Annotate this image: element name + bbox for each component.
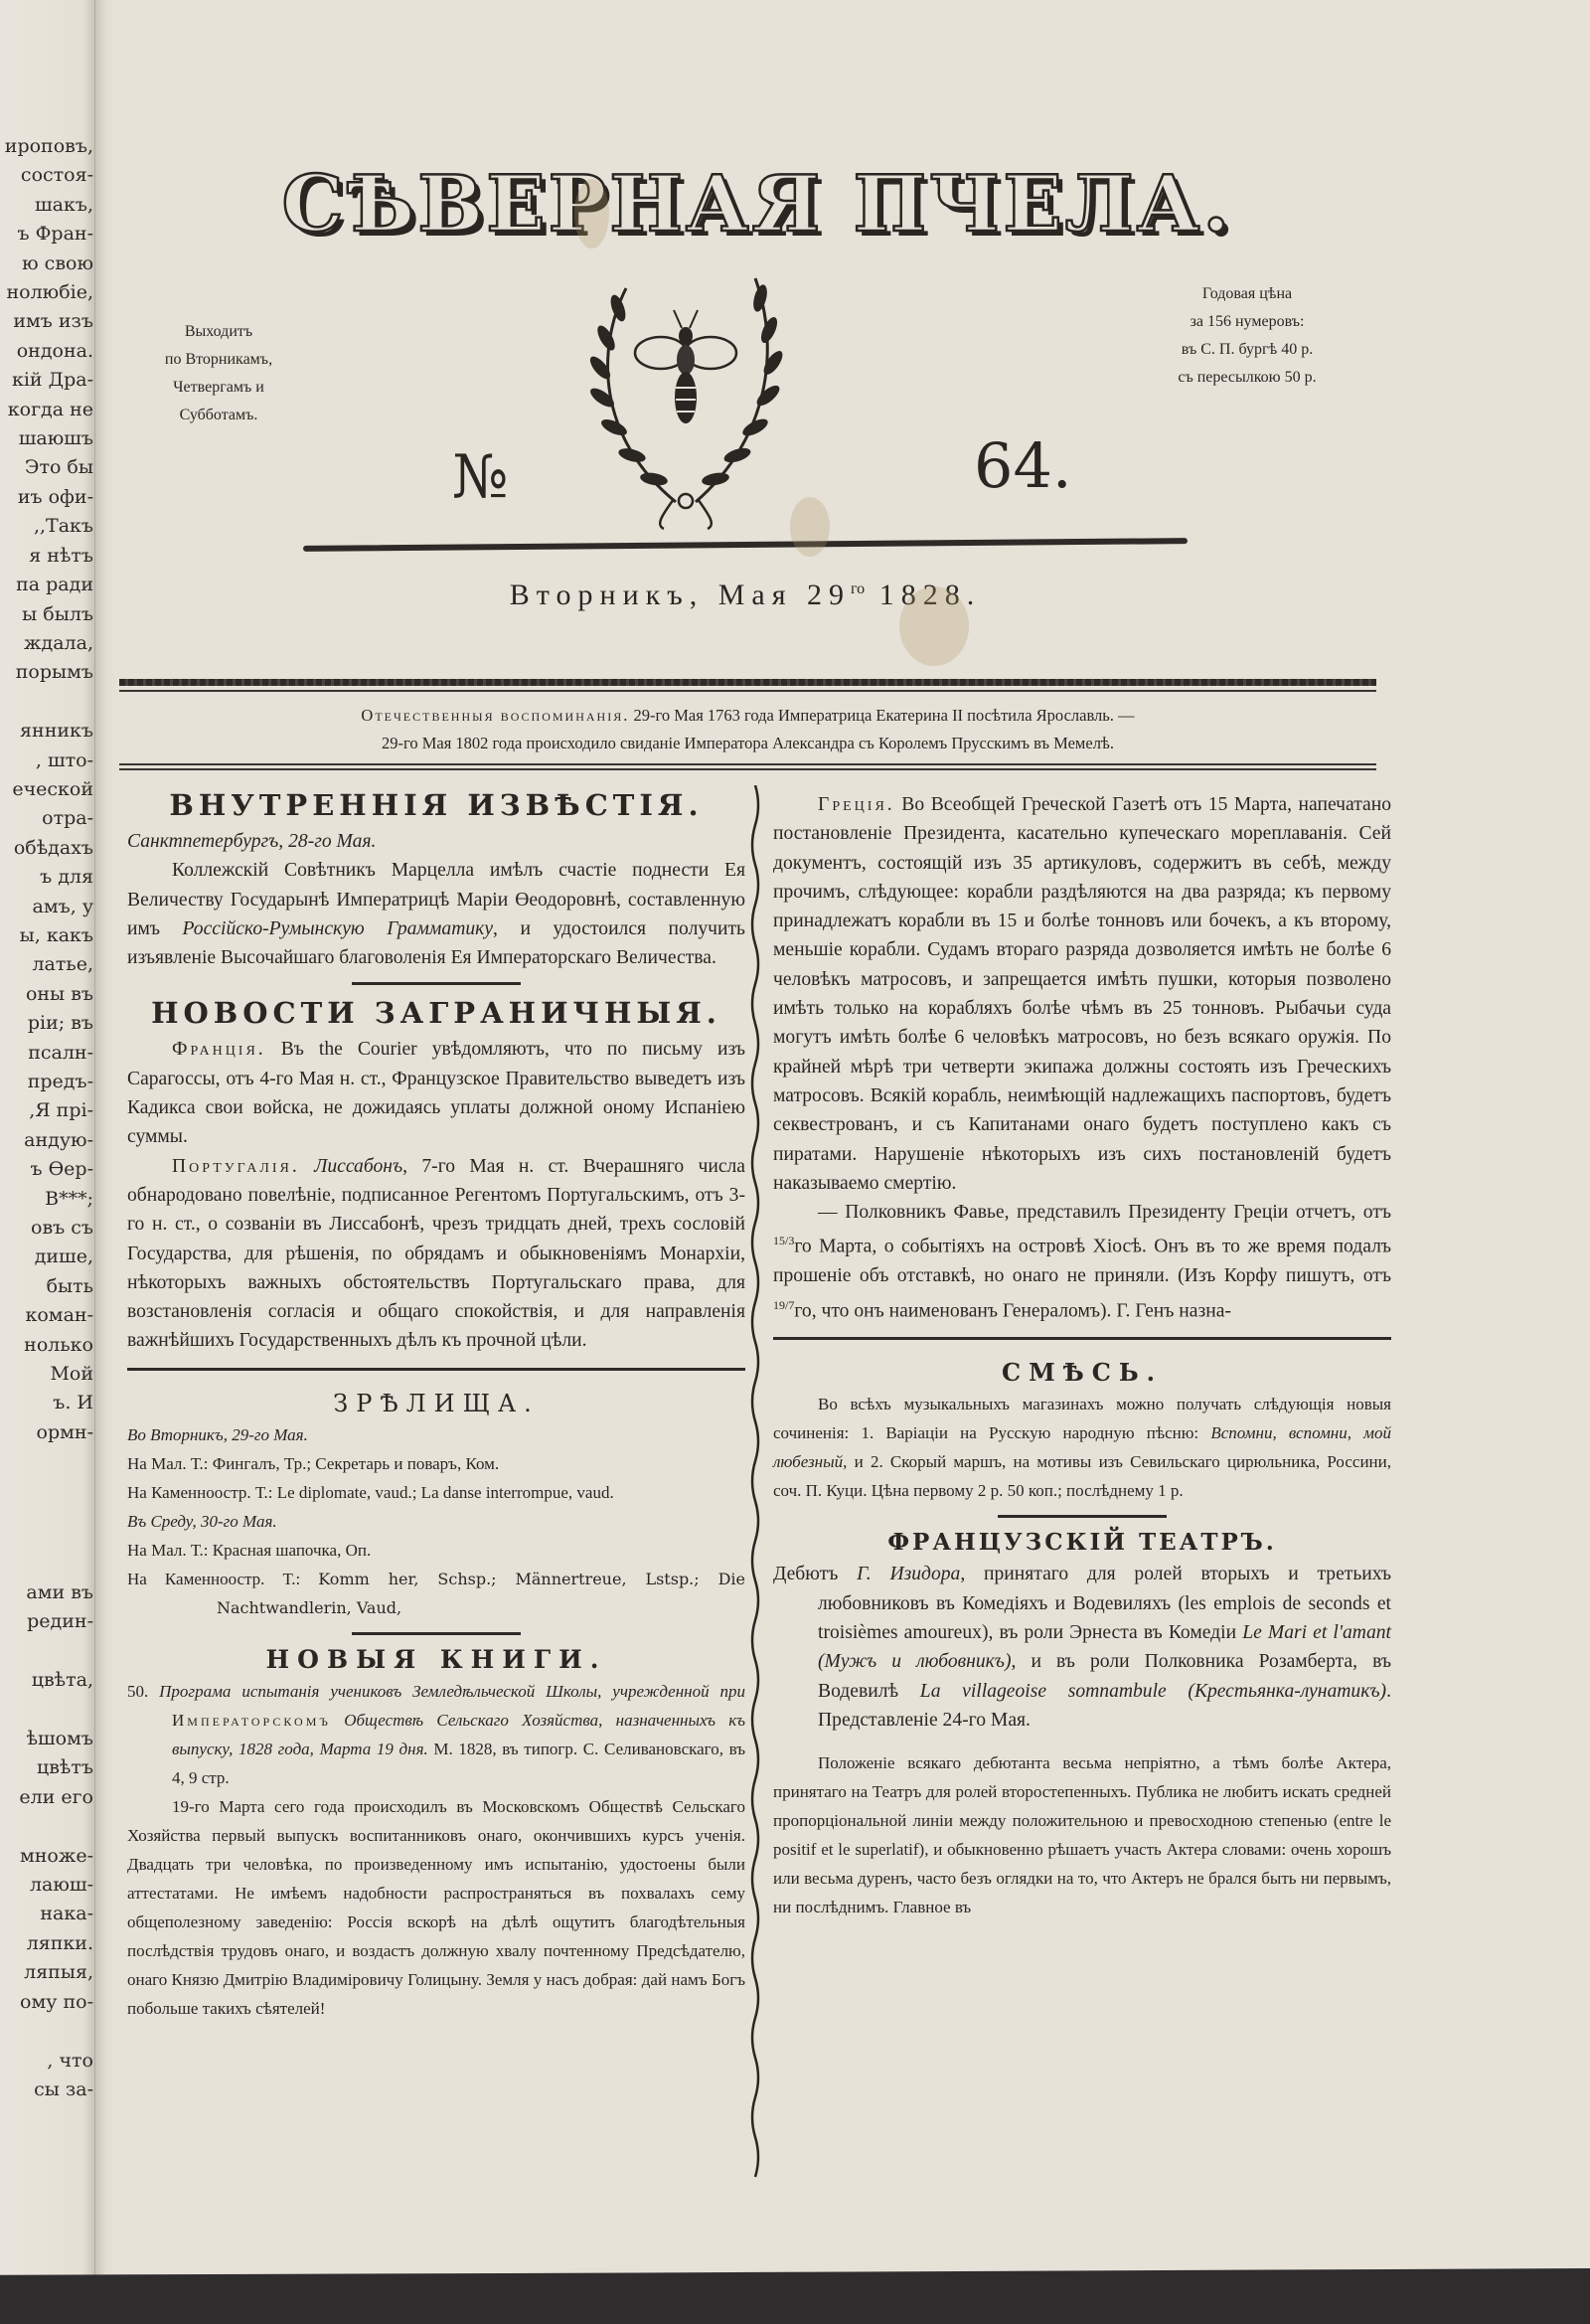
article-text: Коллежскій Совѣтникъ Марцелла имѣлъ счастіе поднести Ея Величеству Государынѣ Императрицѣ Маріи Өеодоровнѣ, составленную имъ Россійско-Румынскую Грамматику, и удостоился получить изъявленіе Высочайшаго благоволенія Ея Императорскаго Величества. <box>127 860 745 969</box>
spectacles: ЗРѢЛИЩА. Во Вторникъ, 29-го Мая. На Мал. Т.: Фингалъ, Тр.; Секретарь и поваръ, Ком. На Каменноостр. Т.: Le diplomate, vaud.; La danse interrompue, vaud. Въ Среду, 30-го Мая. На Мал. Т.: Красная шапочка, Оп. На Каменноостр. Т.: Komm her, Schsp.; Männertreue, Lstsp.; Die Nachtwandlerin, Vaud, <box>127 1387 745 1622</box>
fragment-line: ляпки. <box>26 1931 93 1954</box>
divider <box>127 1368 745 1371</box>
article-text: Во всѣхъ музыкальныхъ магазинахъ можно получать слѣдующія новыя сочиненія: 1. Варіаціи на Русскую народную пѣсню: Вспомни, вспомни, мой любезный, и 2. Скорый маршъ, на мотивы изъ Севильскаго цирюльника, Россини, соч. П. Куци. Цѣна первому 2 р. 50 коп.; послѣднему 1 р. <box>773 1395 1392 1501</box>
fragment-line: ондона. <box>16 339 93 362</box>
fragment-line: Мой <box>50 1363 93 1386</box>
memories-rule-2 <box>119 768 1376 770</box>
fragment-line: , что <box>47 2049 93 2072</box>
listing-item: На Мал. Т.: Красная шапочка, Оп. <box>127 1540 372 1560</box>
listing-item: На Каменноостр. Т.: Le diplomate, vaud.; La danse interrompue, vaud. <box>127 1482 614 1502</box>
fragment-line: еческой <box>12 777 93 800</box>
issue-number-label: № <box>452 442 509 512</box>
column-divider <box>747 785 763 2197</box>
divider <box>773 1337 1391 1340</box>
memories-rule-1 <box>119 763 1376 765</box>
book-review: 19-го Марта сего года происходилъ въ Московскомъ Обществѣ Сельскаго Хозяйства первый выпускъ воспитанниковъ онаго, окончившихъ курсъ ученія. Двадцать три человѣка, по произведенному имъ испытанію, удостоены были аттестатами. Не имѣемъ надобности распространяться въ похвалахъ сему общеполезному заведенію: Россія вскорѣ на дѣлѣ ощутитъ благодѣтельныя послѣдствія трудовъ онаго, и воздастъ должную хвалу почтенному Предсѣдателю, онаго Князю Дмитрію Владиміровичу Голицыну. Земля у насъ добрая: дай намъ Богъ побольше такихъ сѣятелей! <box>127 1796 745 2018</box>
fragment-line: Это бы <box>24 456 93 479</box>
fragment-line: нака- <box>40 1903 93 1925</box>
fragment-line: ъ Өер- <box>30 1158 93 1181</box>
fragment-line: сы за- <box>34 2077 93 2100</box>
article-text: Положеніе всякаго дебютанта весьма непріятно, а тѣмъ болѣе Актера, принятаго на Театръ для ролей второстепенныхъ. Публика не любитъ искать средней пропорціональной линіи между положительною и превосходною степенью (entre le positif et le superlatif), и обыкновенно рѣшаетъ участь Актера словами: очень хорошъ или весьма дуренъ, часто безъ оглядки на то, что Актеръ не брался быть ни первымъ, ни послѣднимъ. Главное въ <box>773 1753 1391 1917</box>
fragment-line: ѣшомъ <box>26 1728 93 1750</box>
fragment-line: нолько <box>24 1333 93 1356</box>
fragment-line: ъ Фран- <box>17 223 93 246</box>
article-greece: Греція. Во Всеобщей Греческой Газетѣ отъ 15 Марта, напечатано постановленіе Президента, касательно купеческаго мореплаванія. Сей документъ, состоящій изъ 35 артикуловъ, содержитъ въ себѣ, между прочимъ, слѣдующее: корабли раздѣляются на два разряда; къ первому принадлежатъ корабли въ 15 и болѣе тонновъ или бочекъ, а къ второму, меньшіе корабли. Судамъ втораго разряда дозволяется имѣть не болѣе 6 человѣкъ матросовъ, и запрещается имѣть пушки, которыя позволено имѣть только на корабляхъ болѣе чѣмъ въ 25 тонновъ. Рыбачьи суда могутъ имѣть болѣе 6 человѣкъ матросовъ, но безъ всякаго оружія. По крайней мѣрѣ три четверти экипажа должны состоять изъ Греческихъ матросовъ. Всякій корабль, неимѣющій надлежащихъ паспортовъ, будетъ секвестрованъ, и съ Капитанами онаго будетъ поступлено какъ съ пиратами. Нарушеніе нѣкоторыхъ изъ сихъ постановленій будетъ наказываемо смертію. <box>773 794 1391 1194</box>
fragment-line: шаюшъ <box>18 427 93 450</box>
fragment-line: отра- <box>42 807 93 830</box>
adjacent-page-edge <box>0 0 95 2324</box>
fragment-line: ,Я прі- <box>29 1099 93 1122</box>
issue-date: Вторникъ, Мая $29^{го}$ 1828. <box>509 579 982 611</box>
fragment-line <box>0 2017 93 2046</box>
fragment-line <box>0 688 93 717</box>
section-heading: ФРАНЦУЗСКІЙ ТЕАТРЪ. <box>887 1529 1277 1557</box>
page-gutter <box>95 0 113 2324</box>
article-france: Франція. Въ the Courier увѣдомляютъ, что по письму изъ Сарагоссы, отъ 4-го Мая н. ст., Французское Правительство выведетъ изъ Кадикса свои войска, не дожидаясь уплаты должной оному Испаніею суммы. <box>127 1039 745 1148</box>
fragment-line: па ради <box>16 574 93 596</box>
fragment-line: шакъ, <box>35 193 93 216</box>
section-heading: СМѢСЬ. <box>1001 1358 1164 1388</box>
header-rule-thin <box>119 690 1376 692</box>
section-heading: НОВЫЯ КНИГИ. <box>265 1644 607 1674</box>
fragment-line: , што- <box>35 748 93 771</box>
scanner-bed <box>0 2268 1590 2324</box>
listing-item: На Мал. Т.: Фингалъ, Тр.; Секретарь и поваръ, Ком. <box>127 1453 500 1473</box>
fragment-line: редин- <box>27 1610 93 1633</box>
fragment-line: дише, <box>34 1245 93 1268</box>
fragment-line: овъ съ <box>31 1217 93 1240</box>
divider <box>998 1515 1167 1518</box>
fragment-line: псалн- <box>28 1041 93 1064</box>
listing-item: На Каменноостр. Т.: Komm her, Schsp.; Männertreue, Lstsp.; Die Nachtwandlerin, Vaud, <box>127 1569 745 1617</box>
foreign-news <box>127 993 745 1355</box>
adjacent-page-text-top <box>0 132 93 1447</box>
french-theatre <box>773 1526 1391 1921</box>
paper-stain <box>899 586 969 666</box>
article-portugal: Португалія. Лиссабонъ, 7-го Мая н. ст. Вчерашняго числа обнародовано повелѣніе, подписанное Регентомъ Португальскимъ, отъ 3-го н. ст., о созваніи въ Лиссабонѣ, чрезъ тридцать дней, трехъ сословій Государства, для рѣшенія, по обрядамъ и обыкновеніямъ Монархіи, нѣкоторыхъ важныхъ обстоятельствъ Португальскаго права, для возстановленія согласія и общаго спокойствія, и для направленія важнѣйшихъ Государственныхъ дѣлъ къ прочной цѣли. <box>127 1155 745 1352</box>
fragment-line: множе- <box>19 1844 93 1867</box>
fragment-line: лаюш- <box>29 1874 93 1897</box>
fragment-line: андую- <box>24 1128 93 1151</box>
fragment-line: оны въ <box>25 982 93 1005</box>
fragment-line: когда не <box>7 398 93 420</box>
national-memories: Отечественныя воспоминанія. 29-го Мая 1763 года Императрица Екатерина II посѣтила Ярославль. — 29-го Мая 1802 года происходило свиданіе Императора Александра съ Королемъ Прусскимъ въ Мемелѣ. <box>361 706 1135 752</box>
fragment-line: амъ, у <box>32 895 93 917</box>
divider <box>352 982 521 985</box>
publication-schedule: Выходитъ по Вторникамъ, Четвергамъ и Субботамъ. <box>164 323 273 423</box>
fragment-line: ріи; въ <box>27 1012 93 1035</box>
paper-stain <box>790 497 830 557</box>
fragment-line: предъ- <box>27 1071 93 1092</box>
fragment-line: коман- <box>25 1304 93 1327</box>
foreign-news-continued <box>773 790 1391 1325</box>
right-column <box>773 790 1391 1921</box>
subscription-price: Годовая цѣна за 156 нумеровъ: въ С. П. бургѣ 40 р. съ пересылкою 50 р. <box>1178 285 1317 386</box>
fragment-line: В***; <box>45 1187 93 1210</box>
book-entry: 50. Програма испытанія учениковъ Земледѣльческой Школы, учрежденной при Императорскомъ Обществѣ Сельскаго Хозяйства, назначенныхъ къ выпуску, 1828 года, Марта 19 дня. М. 1828, въ типогр. С. Селивановскаго, въ 4, 9 стр. <box>127 1681 746 1787</box>
fragment-line: состоя- <box>20 164 93 187</box>
fragment-line: ому по- <box>20 1990 93 2013</box>
fragment-line <box>0 1812 93 1841</box>
domestic-news <box>127 785 745 972</box>
fragment-line: ждала, <box>24 631 93 654</box>
left-column <box>127 785 745 2023</box>
fragment-line: имъ изъ <box>13 310 93 333</box>
fragment-line: обѣдахъ <box>13 836 93 859</box>
article-text: Дебютъ Г. Изидора, принятаго для ролей вторыхъ и третьихъ любовниковъ въ Комедіяхъ и Водевиляхъ (les emplois de seconds et troisièmes amoureux), въ роли Эрнеста въ Комедіи Le Mari et l'amant (Мужъ и любовникъ), и въ роли Полковника Розамберта, въ Водевилѣ La villageoise somnambule (Крестьянка-лунатикъ). Представленіе 24-го Мая. <box>773 1564 1391 1731</box>
fragment-line: цвѣта, <box>31 1669 93 1692</box>
fragment-line: ъ. И <box>53 1392 93 1414</box>
fragment-line: ами въ <box>26 1581 93 1603</box>
fragment-line: янникъ <box>20 720 93 743</box>
section-heading: ВНУТРЕННІЯ ИЗВѢСТІЯ. <box>169 788 704 822</box>
new-books <box>127 1643 745 2023</box>
dateline: Санктпетербургъ, 28-го Мая. <box>127 831 377 852</box>
fragment-line: я нѣтъ <box>29 544 93 567</box>
fragment-line: цвѣтъ <box>37 1756 93 1779</box>
fragment-line: латье, <box>32 953 93 976</box>
fragment-line: ы былъ <box>22 602 93 625</box>
fragment-line: ироповъ, <box>4 135 93 157</box>
fragment-line <box>0 1637 93 1666</box>
fragment-line: ормн- <box>36 1420 93 1443</box>
newspaper-title: СѢВЕРНАЯ ПЧЕЛА. <box>281 159 1233 249</box>
paper-stain <box>574 179 609 249</box>
fragment-line: ы, какъ <box>19 923 93 946</box>
fragment-line: иъ офи- <box>17 485 93 508</box>
fragment-line: ляпыя, <box>24 1961 93 1984</box>
bee-wreath-icon <box>556 268 815 537</box>
fragment-line: ъ для <box>40 866 93 889</box>
article-fabvier: — Полковникъ Фавье, представилъ Президенту Греціи отчетъ, отъ $^{15/3}$го Марта, о событіяхъ на островѣ Хіосѣ. Онъ въ то же время подалъ прошеніе объ отставкѣ, но онаго не приняли. (Изъ Корфу пишутъ, отъ $^{19/7}$го, что онъ наименованъ Генераломъ). Г. Генъ назна- <box>773 1202 1391 1322</box>
fragment-line: быть <box>46 1274 93 1297</box>
fragment-line: ,,Такъ <box>33 515 93 538</box>
header-rule-thick <box>119 679 1376 686</box>
fragment-line: ели его <box>19 1785 93 1808</box>
fragment-line: порымъ <box>15 661 93 684</box>
fragment-line <box>0 1696 93 1725</box>
issue-number: 64. <box>974 429 1072 502</box>
section-heading: ЗРѢЛИЩА. <box>333 1389 540 1417</box>
fragment-line: ю свою <box>22 251 93 274</box>
fragment-line: нолюбіе, <box>6 281 93 304</box>
miscellany <box>773 1356 1391 1505</box>
adjacent-page-text-bottom <box>0 1578 93 2104</box>
fragment-line: кій Дра- <box>11 369 93 392</box>
divider <box>352 1632 521 1635</box>
section-heading: НОВОСТИ ЗАГРАНИЧНЫЯ. <box>151 996 721 1031</box>
